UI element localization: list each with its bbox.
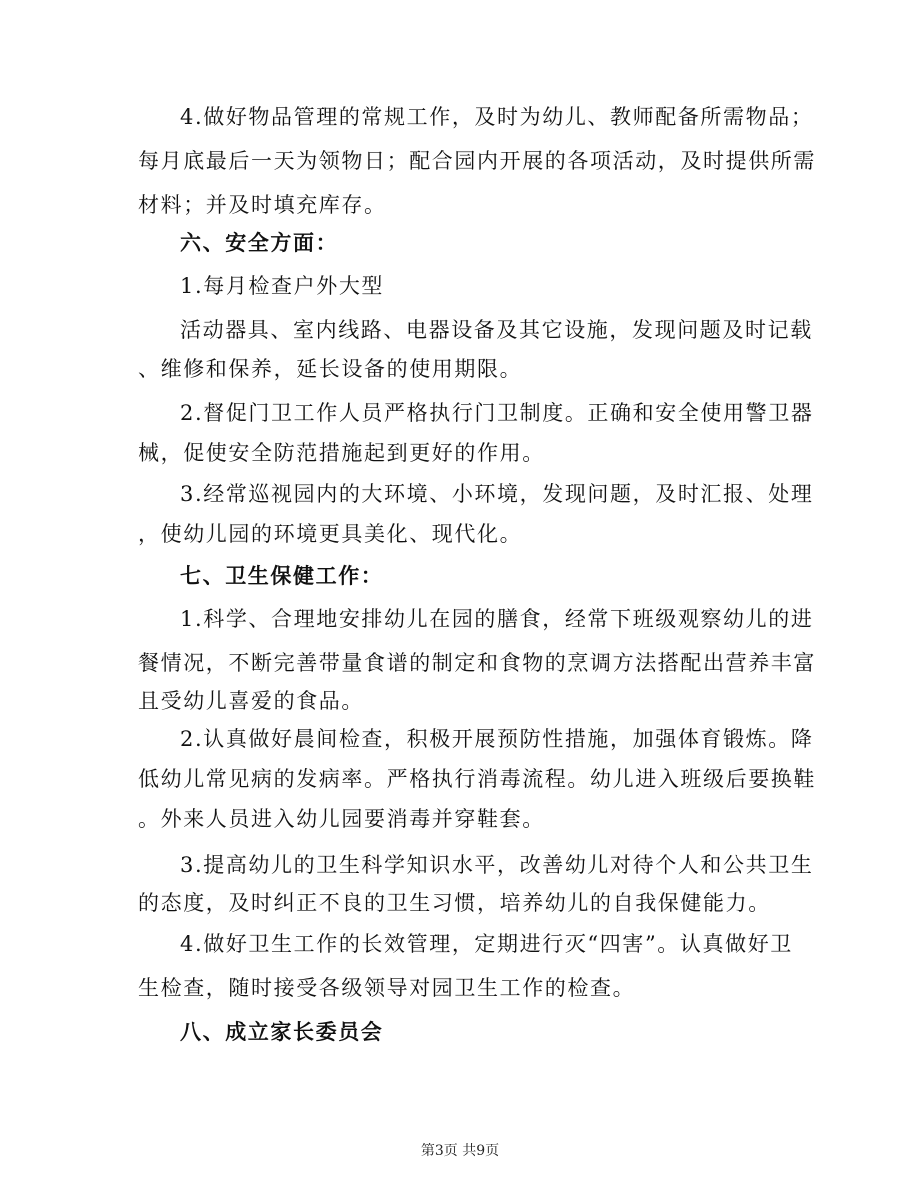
paragraph-line: 每月底最后一天为领物日；配合园内开展的各项活动，及时提供所需: [138, 149, 816, 173]
paragraph-line: 3.提高幼儿的卫生科学知识水平，改善幼儿对待个人和公共卫生: [180, 853, 814, 877]
paragraph-line: 生检查，随时接受各级领导对园卫生工作的检查。: [138, 976, 636, 1000]
paragraph-line: 1.每月检查户外大型: [180, 274, 385, 298]
paragraph-line: 3.经常巡视园内的大环境、小环境，发现问题，及时汇报、处理: [180, 482, 814, 506]
section-heading: 七、卫生保健工作：: [180, 563, 384, 588]
section-heading: 八、成立家长委员会: [180, 1019, 384, 1044]
paragraph-line: 4.做好物品管理的常规工作，及时为幼儿、教师配备所需物品；: [180, 105, 814, 129]
paragraph-line: 。外来人员进入幼儿园要消毒并穿鞋套。: [138, 807, 545, 831]
paragraph-line: 4.做好卫生工作的长效管理，定期进行灭“四害”。认真做好卫: [180, 932, 793, 956]
paragraph-line: ，使幼儿园的环境更具美化、现代化。: [138, 522, 523, 546]
paragraph-line: 2.认真做好晨间检查，积极开展预防性措施，加强体育锻炼。降: [180, 727, 814, 751]
paragraph-line: 活动器具、室内线路、电器设备及其它设施，发现问题及时记载: [180, 318, 813, 342]
paragraph-line: 的态度，及时纠正不良的卫生习惯，培养幼儿的自我保健能力。: [138, 891, 771, 915]
page-indicator: 第3页 共9页: [420, 1143, 500, 1159]
section-heading: 六、安全方面：: [180, 230, 339, 255]
paragraph-line: 低幼儿常见病的发病率。严格执行消毒流程。幼儿进入班级后要换鞋: [138, 767, 816, 791]
paragraph-line: 2.督促门卫工作人员严格执行门卫制度。正确和安全使用警卫器: [180, 401, 814, 425]
paragraph-line: 1.科学、合理地安排幼儿在园的膳食，经常下班级观察幼儿的进: [180, 607, 814, 631]
paragraph-line: 材料；并及时填充库存。: [138, 193, 387, 217]
paragraph-line: 械，促使安全防范措施起到更好的作用。: [138, 441, 545, 465]
paragraph-line: 餐情况，不断完善带量食谱的制定和食物的烹调方法搭配出营养丰富: [138, 651, 816, 675]
paragraph-line: 且受幼儿喜爱的食品。: [138, 689, 364, 713]
paragraph-line: 、维修和保养，延长设备的使用期限。: [138, 357, 523, 381]
